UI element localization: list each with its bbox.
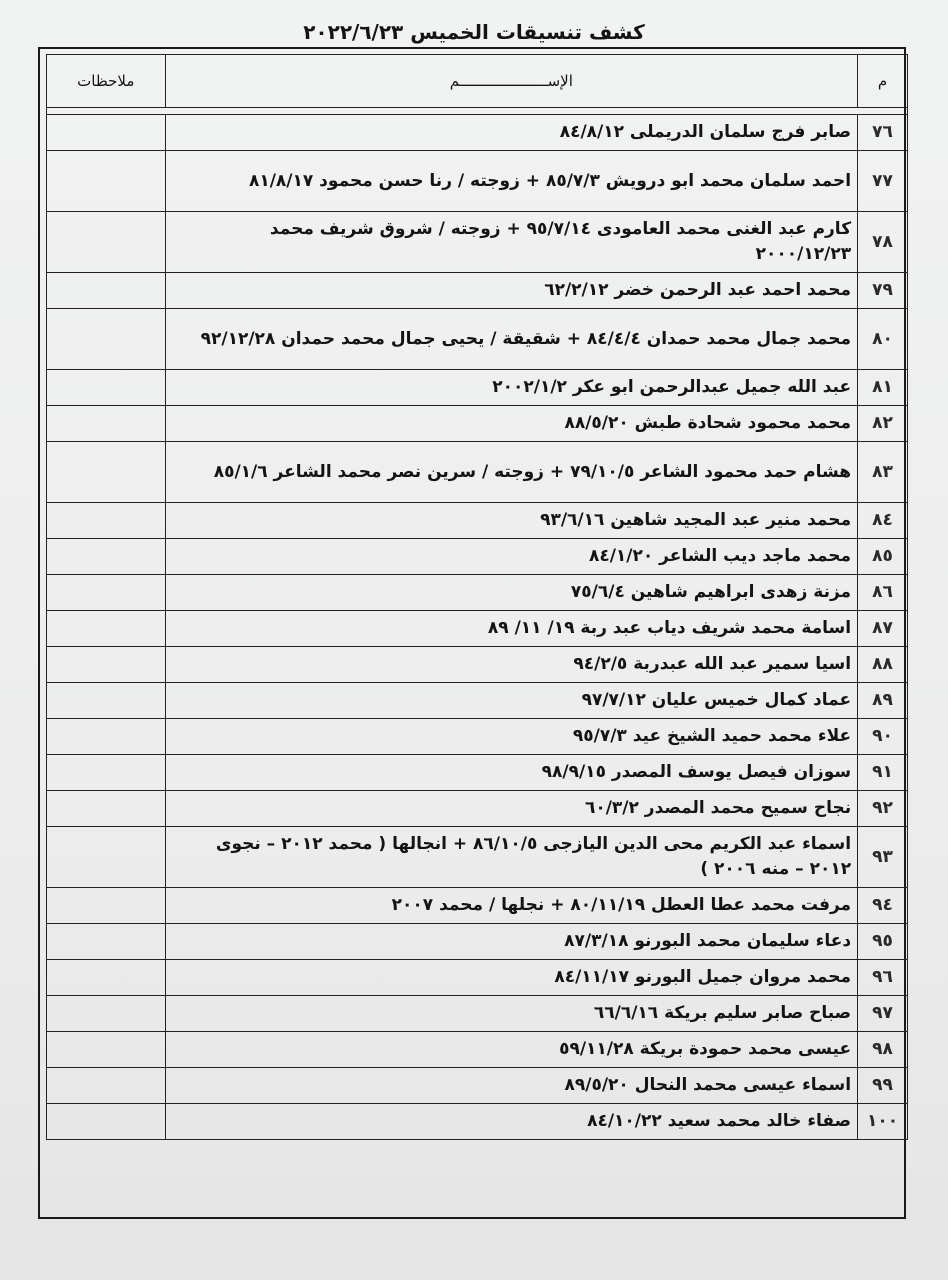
row-number: ٧٦ bbox=[858, 115, 908, 151]
table-row bbox=[47, 406, 908, 442]
table-row bbox=[47, 1104, 908, 1140]
row-number: ٨٠ bbox=[858, 309, 908, 370]
header-name: الإســــــــــــــــــــم bbox=[165, 55, 858, 108]
spacer-cell bbox=[47, 108, 908, 115]
row-number: ٧٩ bbox=[858, 273, 908, 309]
row-number: ٩١ bbox=[858, 755, 908, 791]
row-number: ٩٠ bbox=[858, 719, 908, 755]
table-row bbox=[47, 503, 908, 539]
row-name: محمد مروان جميل البورنو ٨٤/١١/١٧ bbox=[165, 960, 858, 996]
row-name: علاء محمد حميد الشيخ عيد ٩٥/٧/٣ bbox=[165, 719, 858, 755]
table-row bbox=[47, 924, 908, 960]
row-notes bbox=[47, 719, 166, 755]
row-number: ٩٤ bbox=[858, 888, 908, 924]
row-notes bbox=[47, 996, 166, 1032]
row-name: نجاح سميح محمد المصدر ٦٠/٣/٢ bbox=[165, 791, 858, 827]
row-number: ٨٦ bbox=[858, 575, 908, 611]
row-notes bbox=[47, 115, 166, 151]
row-name: محمد احمد عبد الرحمن خضر ٦٢/٢/١٢ bbox=[165, 273, 858, 309]
row-name: كارم عبد الغنى محمد العامودى ٩٥/٧/١٤ + زوجته / شروق شريف محمد ٢٠٠٠/١٢/٢٣ bbox=[165, 212, 858, 273]
table-row bbox=[47, 575, 908, 611]
row-name: مرفت محمد عطا العطل ٨٠/١١/١٩ + نجلها / محمد ٢٠٠٧ bbox=[165, 888, 858, 924]
table-row bbox=[47, 611, 908, 647]
row-name: اسامة محمد شريف دياب عبد ربة ١٩/ ١١/ ٨٩ bbox=[165, 611, 858, 647]
row-number: ٨٣ bbox=[858, 442, 908, 503]
row-name: اسماء عبد الكريم محى الدين اليازجى ٨٦/١٠/٥ + انجالها ( محمد ٢٠١٢ – نجوى ٢٠١٢ – منه ٢٠٠٦ ) bbox=[165, 827, 858, 888]
row-notes bbox=[47, 212, 166, 273]
table-row bbox=[47, 539, 908, 575]
row-name: محمد محمود شحادة طبش ٨٨/٥/٢٠ bbox=[165, 406, 858, 442]
row-notes bbox=[47, 575, 166, 611]
row-notes bbox=[47, 1104, 166, 1140]
table-row bbox=[47, 115, 908, 151]
row-number: ٨٤ bbox=[858, 503, 908, 539]
row-name: احمد سلمان محمد ابو درويش ٨٥/٧/٣ + زوجته / رنا حسن محمود ٨١/٨/١٧ bbox=[165, 151, 858, 212]
row-name: هشام حمد محمود الشاعر ٧٩/١٠/٥ + زوجته / سرين نصر محمد الشاعر ٨٥/١/٦ bbox=[165, 442, 858, 503]
row-notes bbox=[47, 1068, 166, 1104]
row-notes bbox=[47, 924, 166, 960]
row-notes bbox=[47, 683, 166, 719]
row-number: ٩٨ bbox=[858, 1032, 908, 1068]
row-notes bbox=[47, 539, 166, 575]
row-number: ٨٨ bbox=[858, 647, 908, 683]
table-row bbox=[47, 273, 908, 309]
row-notes bbox=[47, 611, 166, 647]
row-name: محمد جمال محمد حمدان ٨٤/٤/٤ + شقيقة / يحيى جمال محمد حمدان ٩٢/١٢/٢٨ bbox=[165, 309, 858, 370]
row-notes bbox=[47, 647, 166, 683]
table-header-row bbox=[47, 55, 908, 108]
row-notes bbox=[47, 503, 166, 539]
page-title: كشف تنسيقات الخميس ٢٠٢٢/٦/٢٣ bbox=[303, 20, 645, 44]
header-notes: ملاحظات bbox=[47, 55, 166, 108]
table-row bbox=[47, 827, 908, 888]
row-notes bbox=[47, 960, 166, 996]
row-notes bbox=[47, 888, 166, 924]
table-row bbox=[47, 888, 908, 924]
roster-table bbox=[46, 54, 908, 1140]
row-number: ٧٧ bbox=[858, 151, 908, 212]
table-row bbox=[47, 309, 908, 370]
row-notes bbox=[47, 1032, 166, 1068]
table-row bbox=[47, 151, 908, 212]
row-name: صباح صابر سليم بريكة ٦٦/٦/١٦ bbox=[165, 996, 858, 1032]
row-number: ٩٣ bbox=[858, 827, 908, 888]
row-name: دعاء سليمان محمد البورنو ٨٧/٣/١٨ bbox=[165, 924, 858, 960]
row-number: ٩٥ bbox=[858, 924, 908, 960]
row-number: ٩٧ bbox=[858, 996, 908, 1032]
row-name: محمد منير عبد المجيد شاهين ٩٣/٦/١٦ bbox=[165, 503, 858, 539]
table-row bbox=[47, 647, 908, 683]
table-row bbox=[47, 996, 908, 1032]
row-number: ٩٩ bbox=[858, 1068, 908, 1104]
row-notes bbox=[47, 791, 166, 827]
row-name: سوزان فيصل يوسف المصدر ٩٨/٩/١٥ bbox=[165, 755, 858, 791]
row-name: صابر فرج سلمان الدريملى ٨٤/٨/١٢ bbox=[165, 115, 858, 151]
table-row bbox=[47, 755, 908, 791]
table-row bbox=[47, 719, 908, 755]
row-number: ٨٧ bbox=[858, 611, 908, 647]
table-row bbox=[47, 1068, 908, 1104]
row-name: اسيا سمير عبد الله عبدربة ٩٤/٢/٥ bbox=[165, 647, 858, 683]
row-notes bbox=[47, 370, 166, 406]
row-notes bbox=[47, 442, 166, 503]
row-notes bbox=[47, 406, 166, 442]
row-number: ٧٨ bbox=[858, 212, 908, 273]
table-row bbox=[47, 683, 908, 719]
row-notes bbox=[47, 755, 166, 791]
header-number: م bbox=[858, 55, 908, 108]
row-number: ٨٥ bbox=[858, 539, 908, 575]
row-notes bbox=[47, 151, 166, 212]
table-row bbox=[47, 791, 908, 827]
table-row bbox=[47, 442, 908, 503]
row-name: عبد الله جميل عبدالرحمن ابو عكر ٢٠٠٢/١/٢ bbox=[165, 370, 858, 406]
row-number: ٨٢ bbox=[858, 406, 908, 442]
row-number: ٨١ bbox=[858, 370, 908, 406]
row-notes bbox=[47, 827, 166, 888]
roster-body bbox=[47, 115, 908, 1140]
row-notes bbox=[47, 273, 166, 309]
row-notes bbox=[47, 309, 166, 370]
row-name: عيسى محمد حمودة بريكة ٥٩/١١/٢٨ bbox=[165, 1032, 858, 1068]
table-row bbox=[47, 370, 908, 406]
row-name: عماد كمال خميس عليان ٩٧/٧/١٢ bbox=[165, 683, 858, 719]
row-name: مزنة زهدى ابراهيم شاهين ٧٥/٦/٤ bbox=[165, 575, 858, 611]
header-spacer bbox=[47, 108, 908, 115]
table-row bbox=[47, 960, 908, 996]
row-number: ٩٦ bbox=[858, 960, 908, 996]
row-number: ٩٢ bbox=[858, 791, 908, 827]
row-name: محمد ماجد ديب الشاعر ٨٤/١/٢٠ bbox=[165, 539, 858, 575]
table-row bbox=[47, 212, 908, 273]
table-row bbox=[47, 1032, 908, 1068]
row-name: اسماء عيسى محمد النحال ٨٩/٥/٢٠ bbox=[165, 1068, 858, 1104]
row-number: ١٠٠ bbox=[858, 1104, 908, 1140]
row-name: صفاء خالد محمد سعيد ٨٤/١٠/٢٢ bbox=[165, 1104, 858, 1140]
row-number: ٨٩ bbox=[858, 683, 908, 719]
